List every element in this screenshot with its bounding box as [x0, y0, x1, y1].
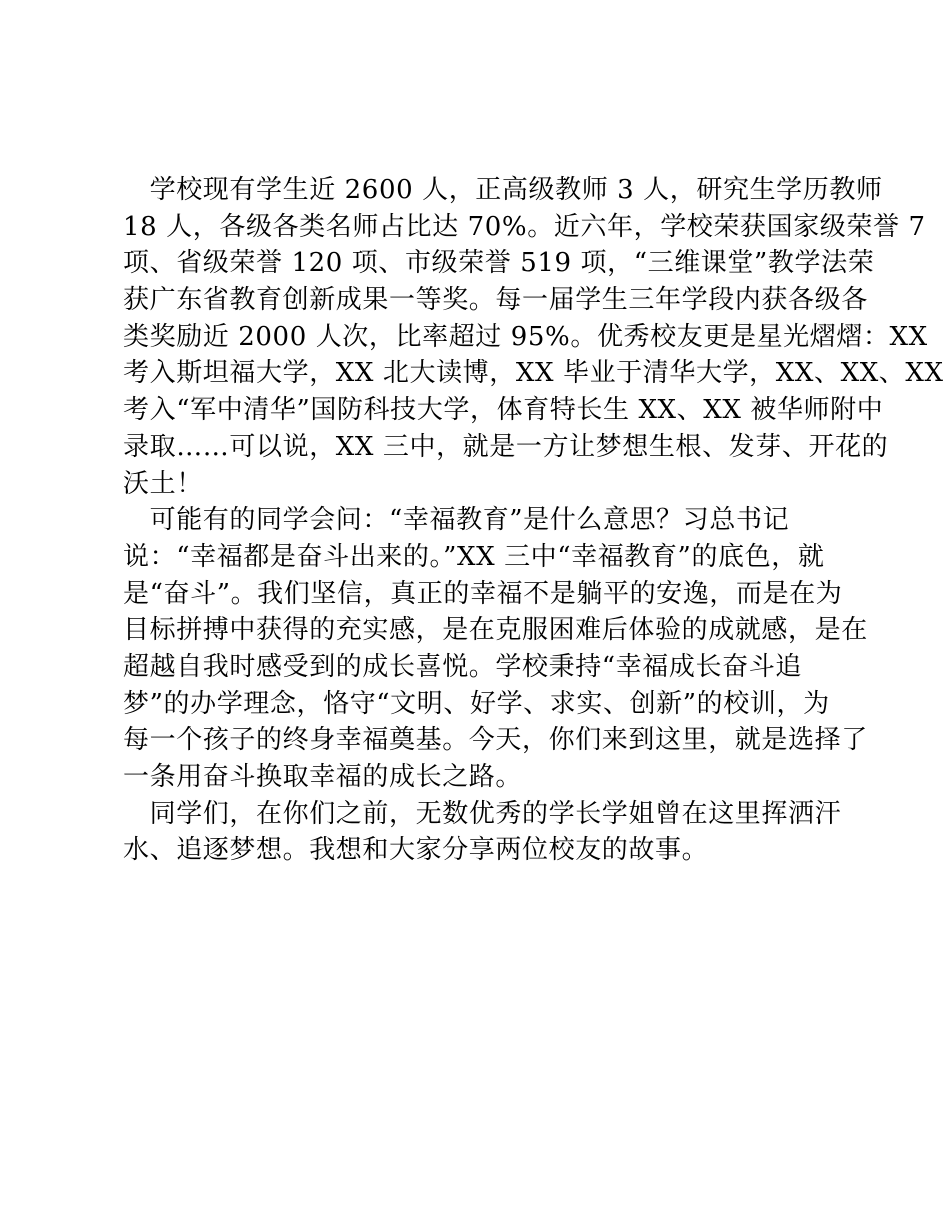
text-line: 沃土！ [123, 468, 203, 499]
text-line: 考入斯坦福大学，XX 北大读博，XX 毕业于清华大学，XX、XX、XX [123, 358, 944, 389]
text-line: 说：“幸福都是奋斗出来的。”XX 三中“幸福教育”的底色，就 [123, 541, 825, 572]
paragraph-school-achievements [123, 172, 944, 502]
text-line: 可能有的同学会问：“幸福教育”是什么意思？习总书记 [123, 505, 790, 536]
text-line: 同学们，在你们之前，无数优秀的学长学姐曾在这里挥洒汗 [123, 798, 842, 829]
paragraph-alumni-intro [123, 796, 842, 869]
text-line: 超越自我时感受到的成长喜悦。学校秉持“幸福成长奋斗追 [123, 651, 802, 682]
text-line: 目标拼搏中获得的充实感，是在克服困难后体验的成就感，是在 [123, 615, 868, 646]
text-line: 每一个孩子的终身幸福奠基。今天，你们来到这里，就是选择了 [123, 725, 868, 756]
text-line: 类奖励近 2000 人次，比率超过 95%。优秀校友更是星光熠熠：XX [123, 321, 928, 352]
text-line: 18 人，各级各类名师占比达 70%。近六年，学校荣获国家级荣誉 7 [123, 211, 926, 242]
text-line: 梦”的办学理念，恪守“文明、好学、求实、创新”的校训，为 [123, 688, 830, 719]
document-body [123, 172, 944, 869]
text-line: 是“奋斗”。我们坚信，真正的幸福不是躺平的安逸，而是在为 [123, 578, 843, 609]
text-line: 获广东省教育创新成果一等奖。每一届学生三年学段内获各级各 [123, 285, 868, 316]
text-line: 考入“军中清华”国防科技大学，体育特长生 XX、XX 被华师附中 [123, 395, 884, 426]
text-line: 录取……可以说，XX 三中，就是一方让梦想生根、发芽、开花的 [123, 431, 889, 462]
paragraph-happiness-education [123, 502, 868, 796]
text-line: 项、省级荣誉 120 项、市级荣誉 519 项，“三维课堂”教学法荣 [123, 248, 875, 279]
text-line: 水、追逐梦想。我想和大家分享两位校友的故事。 [123, 835, 709, 866]
text-line: 学校现有学生近 2600 人，正高级教师 3 人，研究生学历教师 [123, 175, 883, 205]
text-line: 一条用奋斗换取幸福的成长之路。 [123, 762, 523, 792]
